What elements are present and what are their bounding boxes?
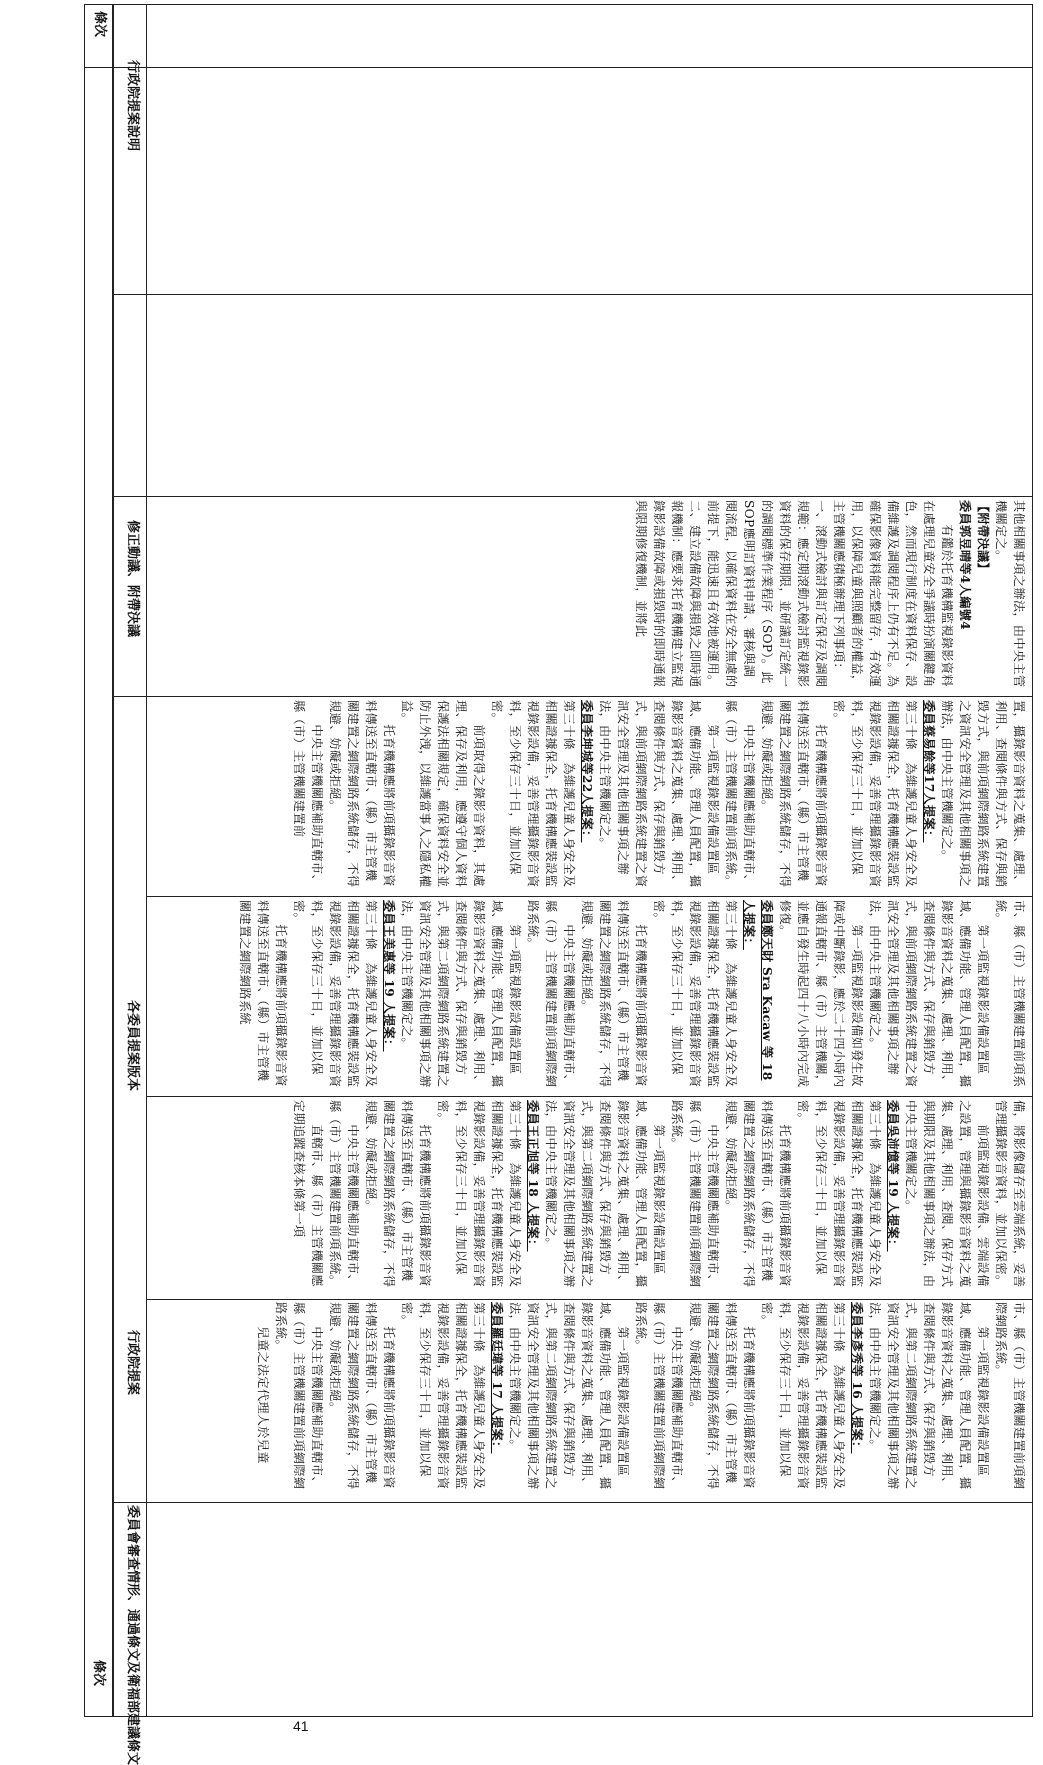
m1-p8: 托育機構應將前項攝錄影音資料傳送至直轄市、（縣）市主管機關建置之網際網路系統儲存，不得規避、妨礙或拒絕。 [328, 700, 396, 888]
header-exec: 行政院提案 [125, 1330, 140, 1396]
m1-p1: 置，攝錄影音資料之蒐集、處理、利用、查閱條件與方式、保存與銷毀方式，與前項網際網路系統建置之資訊安全管理及其他相關事項之辦法，由中央主管機關定之。 [940, 700, 1026, 888]
m3-p6: 第一項監視錄影設備設置區域、應備功能、管理人員配置，攝錄影音資料之蒐集、處理、利用、查閱條件與方式、保存與銷毀方式，與第二項網際網路系統建置之資訊安全管理及其他相關事項之辦法，由中央主管機關定之。 [544, 1100, 666, 1288]
m4-p9: 中央主管機關應補助直轄市、縣（市）主管機關建置前項網際網路系統。 [274, 1302, 324, 1490]
m3-p4: 托育機構應將前項攝錄影音資料傳送至直轄市、（縣）市主管機關建置之網際網路系統儲存，不得規避、妨礙或拒絕。 [724, 1100, 792, 1288]
m1-p5: 第一項監視錄影設備設置區域、應備功能、管理人員配置，攝錄影音資料之蒐集、處理、利用、查閱條件與方式、保存與銷毀方式，與前項網際網路系統建置之資訊安全管理及其他相關事項之辦法，由中央主管機關定之。 [598, 700, 720, 888]
m2-m1: 委員鄭天財 Sra Kacaw 等 18 人提案： [742, 900, 774, 1081]
m4-p10: 兒童之法定代理人於兒童 [256, 1326, 270, 1464]
m4-p4: 托育機構應將前項攝錄影音資料傳送至直轄市、（縣）市主管機關建置之網際網路系統儲存，不得規避、妨礙或拒絕。 [688, 1302, 756, 1490]
m1-p4: 中央主管機關應補助直轄市、縣（市）主管機關建置前項系統。 [724, 700, 756, 888]
m3-p8: 托育機構應將前項攝錄影音資料傳送至直轄市、（縣）市主管機關建置之網際網路系統儲存，不得規避、妨礙或拒絕。 [364, 1100, 432, 1288]
m2-p2: 第一項監視錄影設備設置區域、應備功能、管理人員配置，攝錄影音資料之蒐集、處理、利用、查閱條件與方式、保存與銷毀方式，與前項網際網路系統建置之資訊安全管理及其他相關事項之辦法，由中央主管機關定之。 [868, 900, 990, 1088]
m4-p7: 第三十條 為維護兒童人身安全及相關證據保全，托育機構應裝設監視錄影設備，妥善管理攝錄影音資料，至少保存三十日，並加以保密。 [400, 1302, 486, 1490]
amend-p2: 有鑑於托育機構監視錄影資料在處理兒童安全爭議時扮演關鍵角色，然而現行制度在資料保存、設備維護及調閱程序上仍有不足。為確保影像資料能完整留存，有效運用，以保障兒童與照顧者的權益，主管機關應積極辦理下列事項： [832, 500, 954, 688]
amend-p1: 其他相關事項之辦法，由中央主管機關定之。 [994, 500, 1026, 688]
member-col2-text [152, 900, 1028, 1088]
member-split-1 [146, 896, 1033, 897]
member-col3-text [152, 1100, 1028, 1290]
m3-p10: 直轄市、縣（市）主管機關應定期追蹤查核本條第一項 [292, 1100, 324, 1287]
amend-p3: 一、滾動式檢討與訂定保存及調閱規範：應定期滾動式檢討監視錄影資料的保存期限，並研議訂定統一的調閱標準作業程序（SOP）。此SOP應明訂資料申請、審核與調閱流程，以確保資料在安全無虞的前提下，能迅速且有效地被運用。 [706, 500, 828, 688]
member-col1-text [152, 700, 1028, 888]
amend-member: 委員郭昱晴等4人編號4 [958, 500, 972, 630]
m2-p5: 托育機構應將前項攝錄影音資料傳送至直轄市、（縣）市主管機關建置之網際網路系統儲存，不得規避、妨礙或拒絕。 [580, 900, 648, 1088]
band-explain [112, 1502, 1033, 1717]
m1-m2: 委員李坤城等22人提案： [580, 700, 594, 843]
member-split-3 [146, 1299, 1033, 1300]
m1-m1: 委員蔡易餘等17人提案： [922, 700, 936, 843]
m4-m2: 委員羅廷瑋等 17 人提案： [490, 1302, 504, 1454]
m3-p7: 第三十條 為維護兒童人身安全及相關證據保全，托育機構應裝設監視錄影設備，妥善管理攝錄影音資料，至少保存三十日，並加以保密。 [436, 1100, 522, 1288]
m4-p5: 中央主管機關應補助直轄市、縣（市）主管機關建置前項網際網路系統。 [634, 1302, 684, 1490]
m1-p6: 第三十條 為維護兒童人身安全及相關證據保全，托育機構應裝設監視錄影設備，妥善管理攝錄影音資料，至少保存三十日，並加以保密。 [490, 700, 576, 888]
header-stripe [112, 4, 147, 1717]
amend-text [152, 500, 1028, 688]
m2-p9: 托育機構應將前項攝錄影音資料傳送至直轄市、（縣）市主管機關建置之網際網路系統 [238, 900, 288, 1087]
m1-p9: 中央主管機關應補助直轄市、縣（市）主管機關建置前 [292, 700, 324, 887]
m1-p7: 前項取得之錄影音資料，其處理、保存及利用，應遵守個人資料保護法相關規定，確保資料安全並防止外洩，以維護當事人之隱私權益。 [400, 700, 486, 888]
m2-p6: 中央主管機關應補助直轄市、縣（市）主管機關建置前項網際網路系統。 [526, 900, 576, 1088]
m4-p6: 第一項監視錄影設備設置區域、應備功能、管理人員配置，攝錄影音資料之蒐集、處理、利用、查閱條件與方式、保存與銷毀方式，與第二項網際網路系統建置之資訊安全管理及其他相關事項之辦法，由中央主管機關定之。 [508, 1302, 630, 1490]
m4-p2: 第一項監視錄影設備設置區域、應備功能、管理人員配置，攝錄影音資料之蒐集、處理、利用、查閱條件與方式、保存與銷毀方式，與第二項網際網路系統建置之資訊安全管理及其他相關事項之辦法，由中央主管機關定之。 [868, 1302, 990, 1490]
band-committee [112, 4, 1033, 295]
m2-p7: 第一項監視錄影設備設置區域、應備功能、管理人員配置，攝錄影音資料之蒐集、處理、利用、查閱條件與方式、保存與銷毀方式，與第二項網際網路系統建置之資訊安全管理及其他相關事項之辦法，由中央主管機關定之。 [400, 900, 522, 1088]
m3-m1: 委員吳沛憶等 19 人提案： [886, 1100, 900, 1252]
amend-p4: 二、建立設備故障與損毀之即時通報機制：應要求托育機構建立監視錄影設備故障或損毀時的即時通報與限期修復機制，並將此 [634, 500, 702, 688]
header-committee: 委員會審查情形、通過條文及衛福部建議條文 [125, 1505, 140, 1765]
m4-p1: 市、縣（市）主管機關建置前項網際網路系統。 [994, 1302, 1026, 1490]
band-exec [112, 294, 1033, 497]
header-article: 條次 [92, 11, 107, 38]
m1-p2: 第三十條 為維護兒童人身安全及相關證據保全，托育機構應裝設監視錄影設備，妥善管理攝錄影音資料，至少保存三十日，並加以保密。 [832, 700, 918, 888]
header-member: 各委員提案版本 [125, 1000, 140, 1092]
member-split-2 [146, 1096, 1033, 1097]
band-article [84, 4, 113, 1717]
m3-p9: 中央主管機關應補助直轄市、縣（市）主管機關建置前項系統。 [328, 1100, 360, 1288]
m4-m1: 委員李彥秀等 16 人提案： [850, 1302, 864, 1454]
amend-title: 【附帶決議】 [976, 500, 990, 575]
header-article-label: 條次 [91, 1660, 106, 1687]
m4-p3: 第三十條 為維護兒童人身安全及相關證據保全，托育機構應裝設監視錄影設備，妥善管理攝錄影音資料，至少保存三十日，並加以保密。 [760, 1302, 846, 1490]
m2-m2: 委員王美惠等 19 人提案： [382, 900, 396, 1052]
m3-m2: 委員王正旭等 18 人提案： [526, 1100, 540, 1252]
member-col4-text [152, 1302, 1028, 1494]
m3-p5: 中央主管機關應補助直轄市、縣（市）主管機關建置前項網際網路系統。 [670, 1100, 720, 1288]
m2-p1: 市、縣（市）主管機關建置前項系統。 [994, 900, 1026, 1088]
m3-p2: 前項監視錄影設備、雲端設備之設置，管理與攝錄影音資料之蒐集、處理、利用、查閱、保存方式與期限及其他相關事項之辦法，由中央主管機關定之。 [904, 1100, 990, 1288]
m4-p8: 托育機構應將前項攝錄影音資料傳送至直轄市、（縣）市主管機關建置之網際網路系統儲存，不得規避、妨礙或拒絕。 [328, 1302, 396, 1490]
page-number: 41 [293, 1718, 309, 1734]
header-amend: 修正動議、附帶決議 [125, 520, 140, 638]
m3-p1: 備，將影像儲存至雲端系統，妥善管理攝錄影音資料，並加以保密。 [994, 1100, 1026, 1288]
m1-p3: 托育機構應將前項攝錄影音資料傳送至直轄市、（縣）市主管機關建置之網際網路系統儲存，不得規避、妨礙或拒絕。 [760, 700, 828, 888]
m2-p8: 第三十條 為維護兒童人身安全及相關證據保全，托育機構應裝設監視錄影設備，妥善管理攝錄影音資料，至少保存三十日，並加以保密。 [292, 900, 378, 1088]
m2-p4: 第三十條 為維護兒童人身安全及相關證據保全，托育機構應裝設監視錄影設備，妥善管理攝錄影音資料，至少保存三十日，並加以保密。 [652, 900, 738, 1088]
m3-p3: 第三十條 為維護兒童人身安全及相關證據保全，托育機構應裝設監視錄影設備，妥善管理攝錄影音資料，至少保存三十日，並加以保密。 [796, 1100, 882, 1288]
m2-p3: 第一項監視錄影設備如發生故障或中斷錄影，應於二十四小時內通報直轄市、縣（市）主管機關，並應自發生時起四十八小時內完成修復。 [778, 900, 864, 1088]
header-explain: 行政院提案說明 [125, 60, 140, 152]
